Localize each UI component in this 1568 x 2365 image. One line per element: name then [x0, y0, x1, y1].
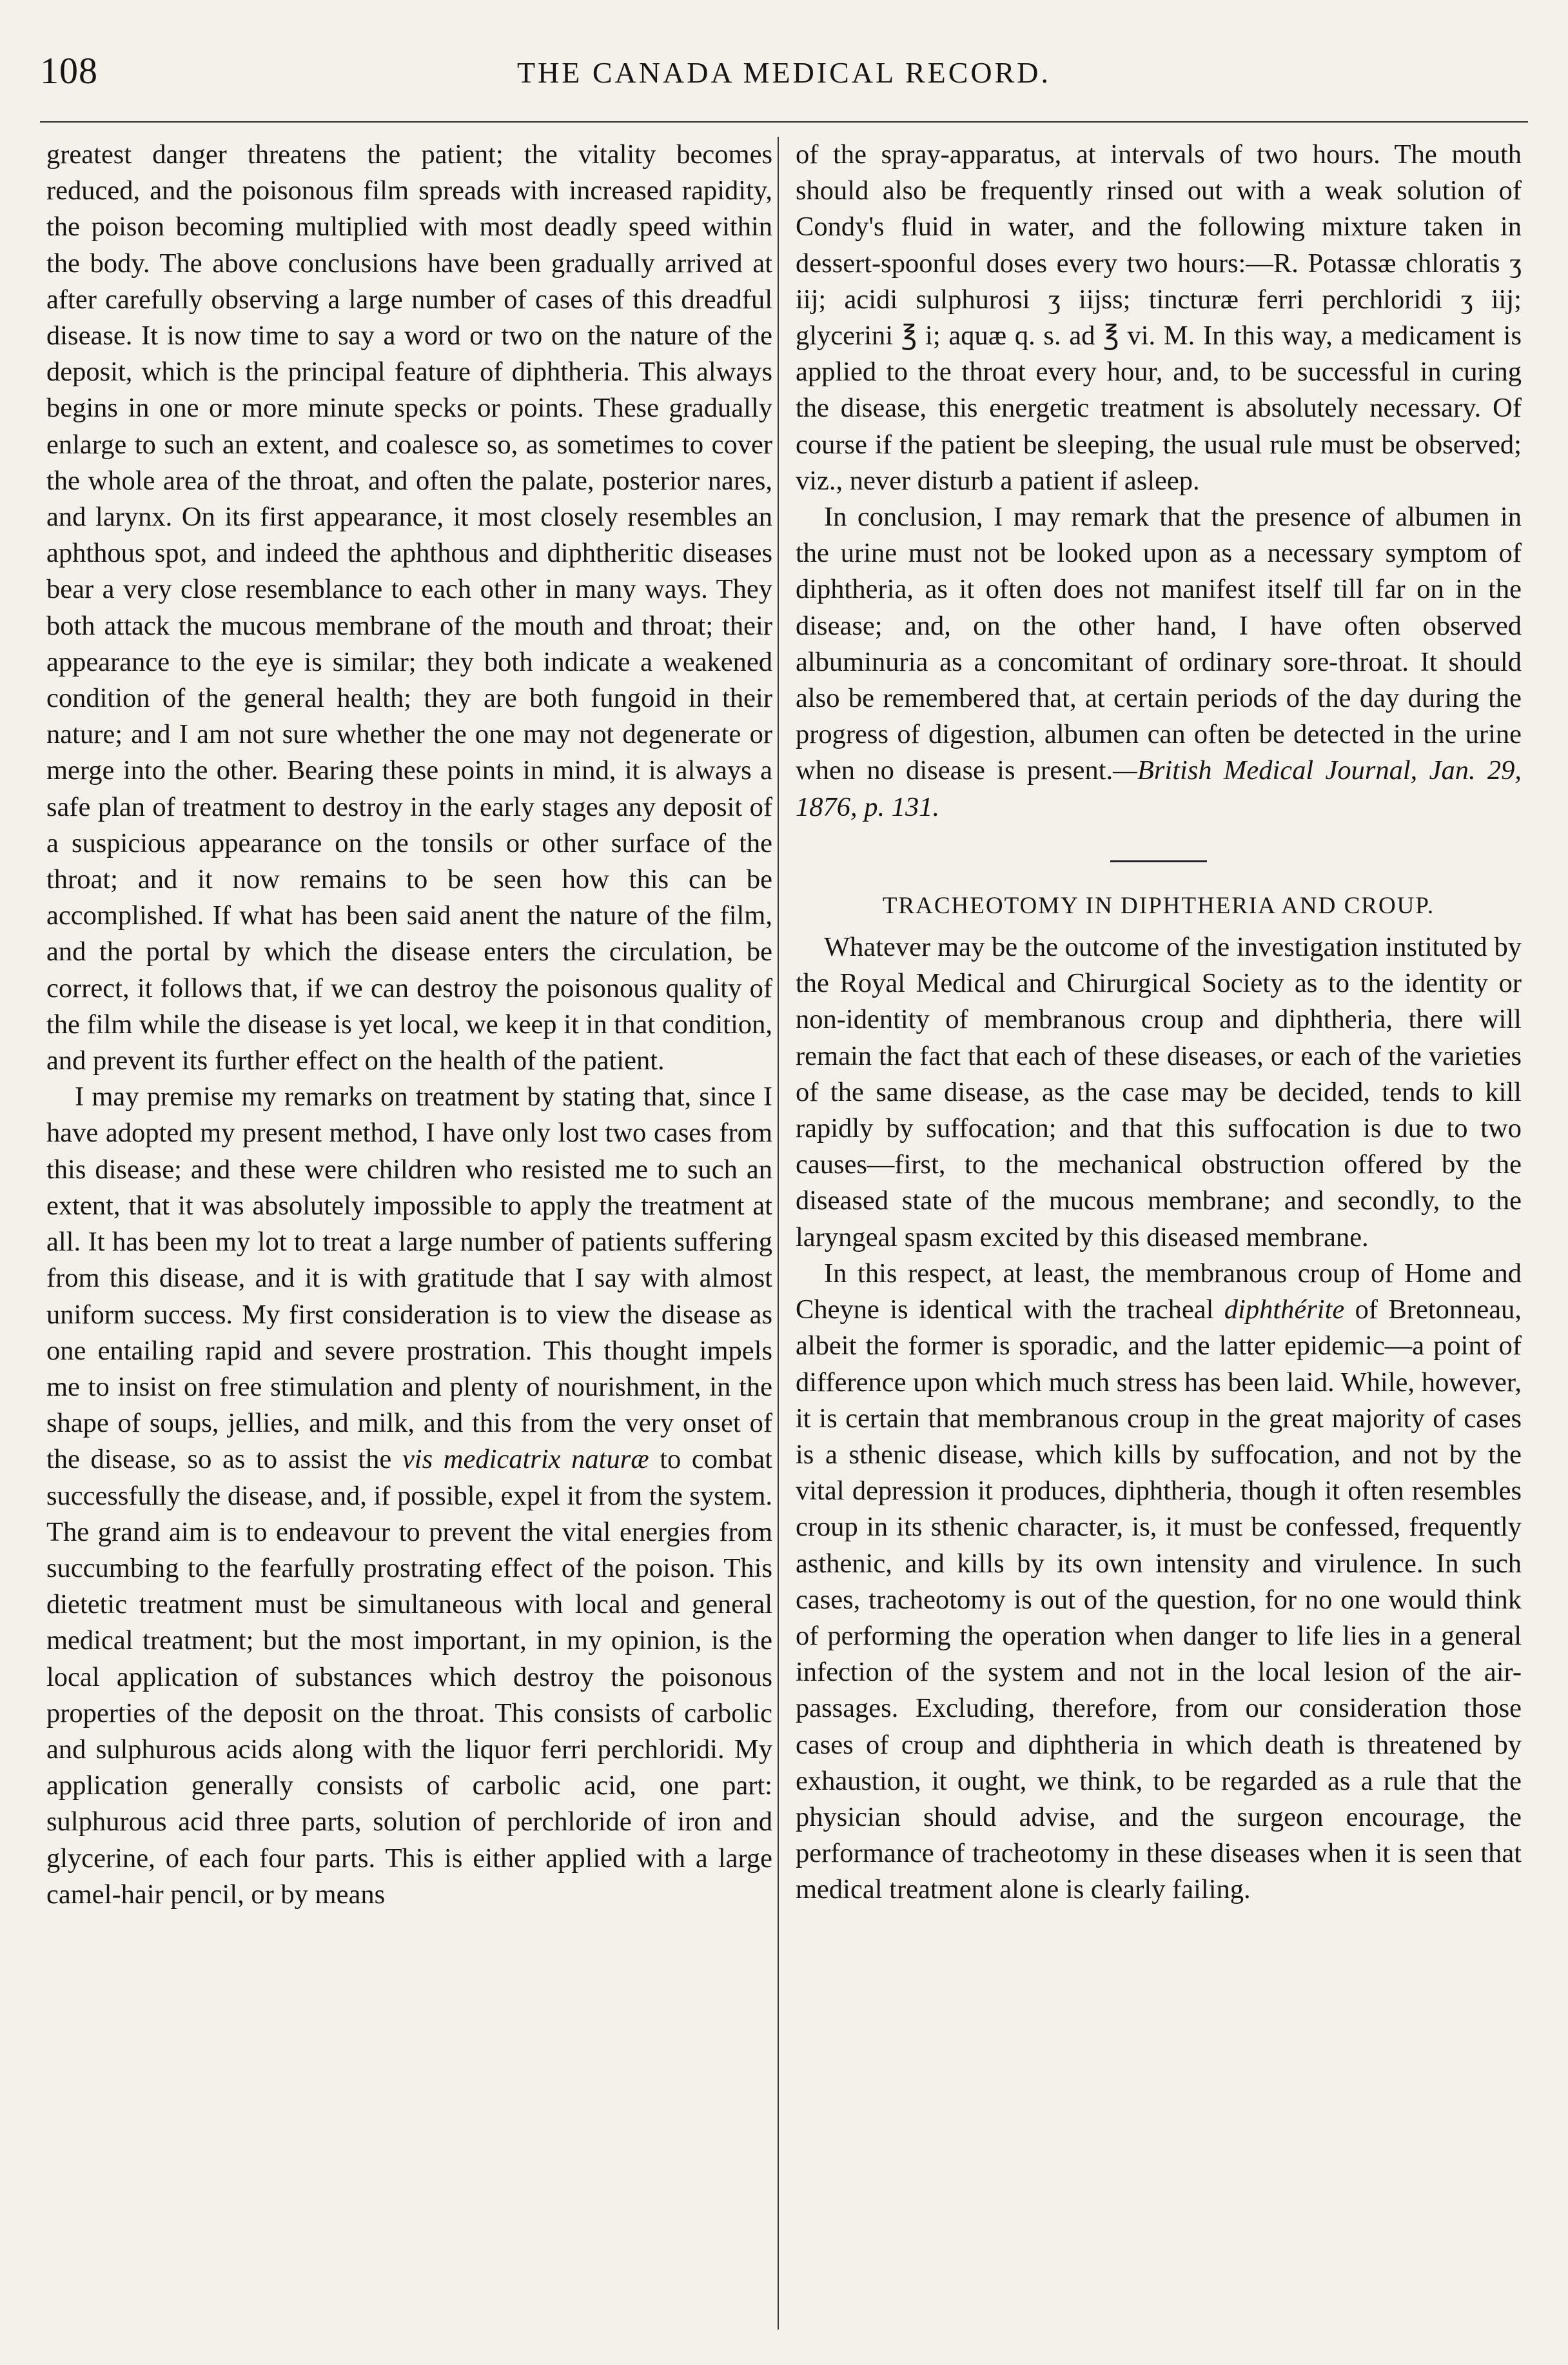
paragraph-text: of Bretonneau, albeit the former is sporadic, and the latter epidemic—a point of difference upon which much stress has been laid. While, however, it is certain that membranous croup in the great majority of cases is a sthenic disease, which kills by suffocation, and not by the vital depression it produces, diphtheria, though it often resembles croup in its sthenic character, is, it must be confessed, frequently asthenic, and kills by its own intensity and virulence. In such cases, tracheotomy is out of the question, for no one would think of performing the operation when danger to life lies in a general infection of the system and not in the local lesion of the air-passages. Excluding, therefore, from our consideration those cases of croup and diphtheria in which death is threatened by exhaustion, it ought, we think, to be regarded as a rule that the physician should advise, and the surgeon encourage, the performance of tracheotomy in these diseases when it is seen that medical treatment alone is clearly failing. [796, 1294, 1522, 1905]
page-header [40, 37, 1528, 95]
latin-phrase: vis medicatrix naturæ [402, 1444, 649, 1475]
paragraph: Whatever may be the outcome of the investigation instituted by the Royal Medical and Chirurgical Society as to the identity or non-identity of membranous croup and diphtheria, there will remain the fact that each of these diseases, or each of the varieties of the same disease, as the case may be decided, tends to kill rapidly by suffocation; and that this suffocation is due to two causes—first, to the mechanical obstruction offered by the diseased state of the mucous membrane; and secondly, to the laryngeal spasm excited by this diseased membrane. [796, 932, 1522, 1252]
citation: —British Medical Journal, Jan. 29, 1876, p. 131. [796, 755, 1522, 822]
header-rule [40, 121, 1528, 123]
column-divider [778, 137, 779, 2330]
section-divider [1110, 860, 1207, 862]
paragraph-text: In conclusion, I may remark that the presence of albumen in the urine must not be looked upon as a necessary symptom of diphtheria, as it often does not manifest itself till far on in the disease; and, on the other hand, I have often observed albuminuria as a concomitant of ordinary sore-throat. It should also be remembered that, at certain periods of the day during the progress of digestion, albumen can often be detected in the urine when no disease is present. [796, 502, 1522, 786]
page-number: 108 [40, 50, 98, 92]
running-title: THE CANADA MEDICAL RECORD. [516, 56, 1052, 89]
paragraph [46, 1079, 772, 1913]
french-term: diphthérite [1224, 1294, 1345, 1325]
paragraph-text: to combat successfully the disease, and, if possible, expel it from the system. The grand aim is to endeavour to prevent the vital energies from succumbing to the fearfully prostrating effect of the poison. This dietetic treatment must be simultaneous with local and general medical treatment; but the most important, in my opinion, is the local application of substances which destroy the poisonous properties of the deposit on the throat. This consists of carbolic and sulphurous acids along with the liquor ferri perchloridi. My application generally consists of carbolic acid, one part: sulphurous acid three parts, solution of perchloride of iron and glycerine, of each four parts. This is either applied with a large camel-hair pencil, or by means [46, 1444, 772, 1910]
paragraph-text: I may premise my remarks on treatment by stating that, since I have adopted my present method, I have only lost two cases from this disease; and these were children who resisted me to such an extent, that it was absolutely impossible to apply the treatment at all. It has been my lot to treat a large number of patients suffering from this disease, and it is with gratitude that I say with almost uniform success. My first consideration is to view the disease as one entailing rapid and severe prostration. This thought impels me to insist on free stimulation and plenty of nourishment, in the shape of soups, jellies, and milk, and this from the very onset of the disease, so as to assist the [46, 1082, 772, 1475]
paragraph [796, 499, 1522, 826]
paragraph: of the spray-apparatus, at intervals of two hours. The mouth should also be frequently rinsed out with a weak solution of Condy's fluid in water, and the following mixture taken in dessert-spoonful doses every two hours:—R. Potassæ chloratis ʒ iij; acidi sulphurosi ʒ iijss; tincturæ ferri perchloridi ʒ iij; glycerini ℥ i; aquæ q. s. ad ℥ vi. M. In this way, a medicament is applied to the throat every hour, and, to be successful in curing the disease, this energetic treatment is absolutely necessary. Of course if the patient be sleeping, the usual rule must be observed; viz., never disturb a patient if asleep. [796, 139, 1522, 496]
paragraph [796, 1256, 1522, 1908]
paragraph-text: In this respect, at least, the membranous croup of Home and Cheyne is identical with the tracheal [796, 1258, 1522, 1325]
paragraph: greatest danger threatens the patient; the vitality becomes reduced, and the poisonous film spreads with increased rapidity, the poison becoming multiplied with most deadly speed within the body. The above conclusions have been gradually arrived at after carefully observing a large number of cases of this dreadful disease. It is now time to say a word or two on the nature of the deposit, which is the principal feature of diphtheria. This always begins in one or more minute specks or points. These gradually enlarge to such an extent, and coalesce so, as sometimes to cover the whole area of the throat, and often the palate, posterior nares, and larynx. On its first appearance, it most closely resembles an aphthous spot, and indeed the aphthous and diphtheritic diseases bear a very close resemblance to each other in many ways. They both attack the mucous membrane of the mouth and throat; their appearance to the eye is similar; they both indicate a weakened condition of the general health; they are both fungoid in their nature; and I am not sure whether the one may not degenerate or merge into the other. Bearing these points in mind, it is always a safe plan of treatment to destroy in the early stages any deposit of a suspicious appearance on the tonsils or other surface of the throat; and it now remains to be seen how this can be accomplished. If what has been said anent the nature of the film, and the portal by which the disease enters the circulation, be correct, it follows that, if we can destroy the poisonous quality of the film while the disease is yet local, we keep it in that condition, and prevent its further effect on the health of the patient. [46, 139, 772, 1076]
right-column [796, 137, 1522, 2342]
left-column [46, 137, 772, 2342]
section-title: TRACHEOTOMY IN DIPHTHERIA AND CROUP. [882, 892, 1435, 919]
